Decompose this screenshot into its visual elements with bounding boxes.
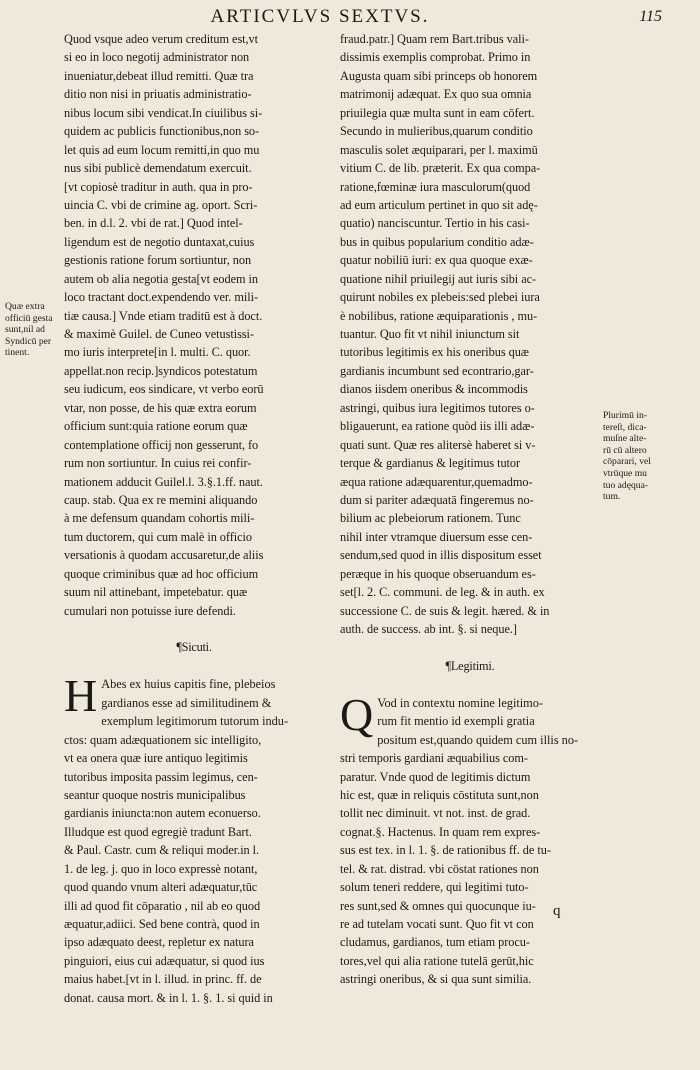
left-paragraph-1 — [64, 30, 324, 620]
text-line: solum teneri reddere, qui legitimi tuto- — [340, 880, 529, 895]
text-line: officium sunt:quia ratione eorum quæ — [64, 419, 248, 434]
right-paragraph-2 — [340, 688, 600, 989]
text-line: æquatur,adiici. Sed bene contrà, quod in — [64, 917, 260, 931]
text-line: versationis à quodam accusaretur,de aliis — [64, 548, 264, 563]
margin-note-line: cōparari, vel — [603, 456, 651, 468]
text-line: ctos: quam adæquationem sic intelligito, — [64, 732, 262, 747]
text-line: caup. stab. Qua ex re memini aliquando — [64, 492, 258, 507]
text-line: tum ductorem, qui cum malè in officio — [64, 529, 252, 544]
text-line: quati sunt. Quæ res alitersè haberet si v- — [340, 437, 536, 452]
text-line: gardianis iniuncta:non autem econuerso. — [64, 806, 261, 821]
text-line: si eo in loco negotij administrator non — [64, 50, 250, 65]
text-line: peræque in his quoque obseruandum es- — [340, 566, 536, 581]
text-line: illi ad quod fit cōparatio , nil ab eo quod — [64, 898, 261, 913]
text-line: nihil inter vtramque diuersum esse cen- — [340, 529, 533, 544]
text-line: & Paul. Castr. cum & reliqui moder.in l. — [64, 843, 260, 858]
text-line: sendum,sed quod in illis dispositum esset — [340, 548, 542, 563]
text-line: auth. de success. ab int. §. si neque.] — [340, 622, 517, 636]
margin-note-line: sunt,nil ad — [5, 324, 45, 336]
text-line: bilium ac plebeiorum rationem. Tunc — [340, 511, 521, 526]
section-heading-legitimi: ¶Legitimi. — [445, 658, 495, 673]
signature-mark: q — [553, 903, 561, 919]
text-line: ratione,fœminæ iura masculorum(quod — [340, 179, 531, 194]
text-line: ligendum est de negotio duntaxat,cuius — [64, 234, 255, 249]
text-line: dissimis exemplis comprobat. Primo in — [340, 50, 531, 65]
text-line: re ad tutelam vocati sunt. Quo fit vt con — [340, 917, 534, 931]
text-line: matrimonij adæquat. Ex quo sua omnia — [340, 87, 532, 102]
text-line: cludamus, gardianos, tum etiam procu- — [340, 935, 530, 950]
text-line: priuilegia quæ multa sunt in eam cōfert. — [340, 105, 535, 120]
text-line: seantur quoque nostris municipalibus — [64, 787, 246, 802]
text-line: 1. de leg. j. quo in loco expressè notant, — [64, 861, 258, 876]
left-paragraph-2 — [64, 670, 324, 1007]
text-line: tuantur. Quo fit vt nihil iniunctum sit — [340, 327, 520, 341]
right-margin-note — [603, 410, 651, 503]
text-line: quoque criminibus quæ ad hoc officium — [64, 566, 259, 581]
text-line: set[l. 2. C. communi. de leg. & in auth. ex — [340, 585, 545, 600]
text-line: positum est,quando quidem cum illis no- — [377, 732, 579, 747]
section-heading-sicuti: ¶Sicuti. — [176, 640, 212, 655]
text-line: cognat.§. Hactenus. In quam rem expres- — [340, 824, 541, 839]
margin-note-line: tereſt, dica- — [603, 421, 647, 433]
text-line: tiæ causa.] Vnde etiam traditū est à doct. — [64, 308, 263, 323]
text-line: sus est tex. in l. 1. §. de rationibus ff. de tu- — [340, 843, 551, 858]
text-line: donat. causa mort. & in l. 1. §. 1. si quid in — [64, 990, 273, 1005]
text-line: seu iudicum, eos sindicare, vt verbo eorū — [64, 382, 264, 397]
text-line: mationem adducit Guilel.l. 3.§.1.ff. naut. — [64, 474, 263, 489]
text-line: astringi, quibus iura legitimos tutores o- — [340, 400, 535, 415]
text-line: nibus locum sibi vendicat.In ciuilibus si- — [64, 105, 263, 120]
text-line: let quis ad eum locum remitti,in quo mu — [64, 142, 260, 157]
margin-note-line: Plurimū in- — [603, 410, 647, 421]
text-line: quirunt nobiles ex plebeis:sed plebei iura — [340, 290, 540, 305]
text-line: à me defensum quandam cohortis mili- — [64, 511, 255, 526]
text-line: suum nil attinebant, impetebatur. quæ — [64, 585, 248, 600]
text-line: Secundo in mulieribus,quarum conditio — [340, 124, 533, 139]
text-line: mo iuris interprete[in l. multi. C. quor. — [64, 345, 251, 360]
text-line: pinguiori, eius cui adæquatur, si quod ius — [64, 953, 265, 968]
margin-note-line: Quæ extra — [5, 301, 45, 312]
text-line: Vod in contextu nomine legitimo- — [377, 695, 543, 710]
text-line: autem ob alia negotia gesta[vt eodem in — [64, 271, 259, 286]
left-margin-note — [5, 301, 53, 359]
text-line: terque & gardianus & legitimus tutor — [340, 456, 521, 471]
text-line: loco tractant doct.expendendo ver. mili- — [64, 290, 258, 305]
text-line: quatio) nanciscuntur. Tertio in his casi- — [340, 216, 530, 231]
text-line: æqua ratione adæquarentur,quemadmo- — [340, 474, 533, 489]
text-line: stri temporis gardiani æquabilius com- — [340, 751, 528, 766]
text-line: contemplatione officij non gesserunt, fo — [64, 437, 259, 452]
text-line: inueniatur,debeat illud remitti. Quæ tra — [64, 68, 254, 83]
text-line: vt ea onera quæ iure antiquo legitimis — [64, 751, 248, 766]
text-line: & maximè Guilel. de Cuneo vetustissi- — [64, 327, 254, 341]
text-line: appellat.non recip.]syndicos potestatum — [64, 363, 258, 378]
left-column — [64, 30, 324, 1007]
text-line: vitium C. de lib. præterit. Ex qua compa- — [340, 161, 541, 176]
text-line: gardianos esse ad similitudinem & — [101, 695, 272, 710]
text-line: quidem ac publicis functionibus,non so- — [64, 124, 260, 139]
right-column — [340, 30, 600, 989]
text-line: bligauerunt, ea ratione quòd iis illi adæ- — [340, 419, 535, 434]
text-line: Illudque est quod egregiè tradunt Bart. — [64, 824, 252, 839]
margin-note-line: Syndicū per — [5, 335, 52, 347]
margin-note-line: rū cū altero — [603, 444, 647, 456]
text-line: quatione nihil priuilegij aut iuris sibi ac- — [340, 271, 537, 286]
text-line: nus sibi publicè demendatum exercuit. — [64, 161, 252, 176]
text-line: exemplum legitimorum tutorum indu- — [101, 714, 289, 729]
text-line: quod quando vnum alteri adæquatur,tūc — [64, 880, 258, 895]
margin-note-line: officiū gesta — [5, 312, 53, 324]
text-line: uincia C. vbi de crimine ag. oport. Scri- — [64, 197, 258, 212]
text-line: Quod vsque adeo verum creditum est,vt — [64, 32, 259, 46]
text-line: masculis solet æquiparari, per l. maximū — [340, 142, 538, 157]
margin-note-line: tinent. — [5, 347, 30, 359]
text-line: successione C. de suis & legit. hæred. & in — [340, 603, 550, 618]
text-line: hic est, quæ in reliquis cōstituta sunt,non — [340, 787, 539, 802]
text-line: vtar, non posse, de his quæ extra eorum — [64, 400, 257, 415]
running-title: ARTICVLVS SEXTVS. — [210, 6, 430, 27]
right-paragraph-1 — [340, 30, 600, 638]
drop-cap: H — [64, 670, 98, 722]
text-line: Augusta quam sibi princeps ob honorem — [340, 68, 538, 83]
text-line: dum si pariter adæquatā fingeremus no- — [340, 492, 534, 507]
text-line: res sunt,sed & omnes qui quocunque iu- — [340, 898, 536, 913]
text-line: dianos iisdem oneribus & incommodis — [340, 382, 528, 397]
margin-note-line: tum. — [603, 491, 621, 503]
text-line: è nobilibus, ratione æquiparationis , mu- — [340, 308, 538, 323]
page-number: 115 — [639, 8, 662, 25]
text-line: gardianis incumbunt sed econtrario,gar- — [340, 363, 534, 378]
text-line: ben. in d.l. 2. vbi de rat.] Quod intel- — [64, 216, 243, 231]
text-line: astringi oneribus, & si qua sunt similia. — [340, 972, 532, 987]
text-line: fraud.patr.] Quam rem Bart.tribus vali- — [340, 32, 529, 46]
text-line: ipso adæquato deest, repletur ex natura — [64, 935, 254, 950]
text-line: cumulari non potuisse iure defendi. — [64, 603, 236, 618]
text-line: ditio non nisi in priuatis administratio- — [64, 87, 252, 102]
drop-cap: Q — [340, 688, 374, 740]
text-line: rum fit mentio id exempli gratia — [377, 714, 535, 729]
text-line: tel. & rat. distrad. vbi cōstat rationes non — [340, 861, 539, 876]
text-line: Abes ex huius capitis fine, plebeios — [101, 677, 276, 692]
text-line: bus in quibus popularium conditio adæ- — [340, 234, 534, 249]
text-line: [vt copiosè traditur in auth. qua in pro- — [64, 179, 253, 194]
text-line: quatur nobiliū iuri: ex qua quoque exæ- — [340, 253, 533, 268]
text-line: tores,vel qui alia ratione tutelā gerūt,hic — [340, 953, 534, 968]
text-line: tutoribus legitimis ex his oneribus quæ — [340, 345, 529, 360]
text-line: paratur. Vnde quod de legitimis dictum — [340, 769, 531, 784]
text-line: ad eum articulum pertinet in quo sit adę- — [340, 197, 538, 212]
text-line: tollit nec diminuit. vt not. inst. de grad. — [340, 806, 531, 821]
margin-note-line: muſne alte- — [603, 433, 647, 445]
text-line: maius habet.[vt in l. illud. in princ. ff. de — [64, 972, 262, 987]
text-line: tutoribus imposita passim legimus, cen- — [64, 769, 258, 784]
margin-note-line: tuo adęqua- — [603, 479, 649, 491]
text-line: gestionis ratione forum sortiuntur, non — [64, 253, 252, 268]
text-line: rum non sortiuntur. In cuius rei confir- — [64, 456, 252, 471]
margin-note-line: vtrūque mu — [603, 467, 647, 479]
